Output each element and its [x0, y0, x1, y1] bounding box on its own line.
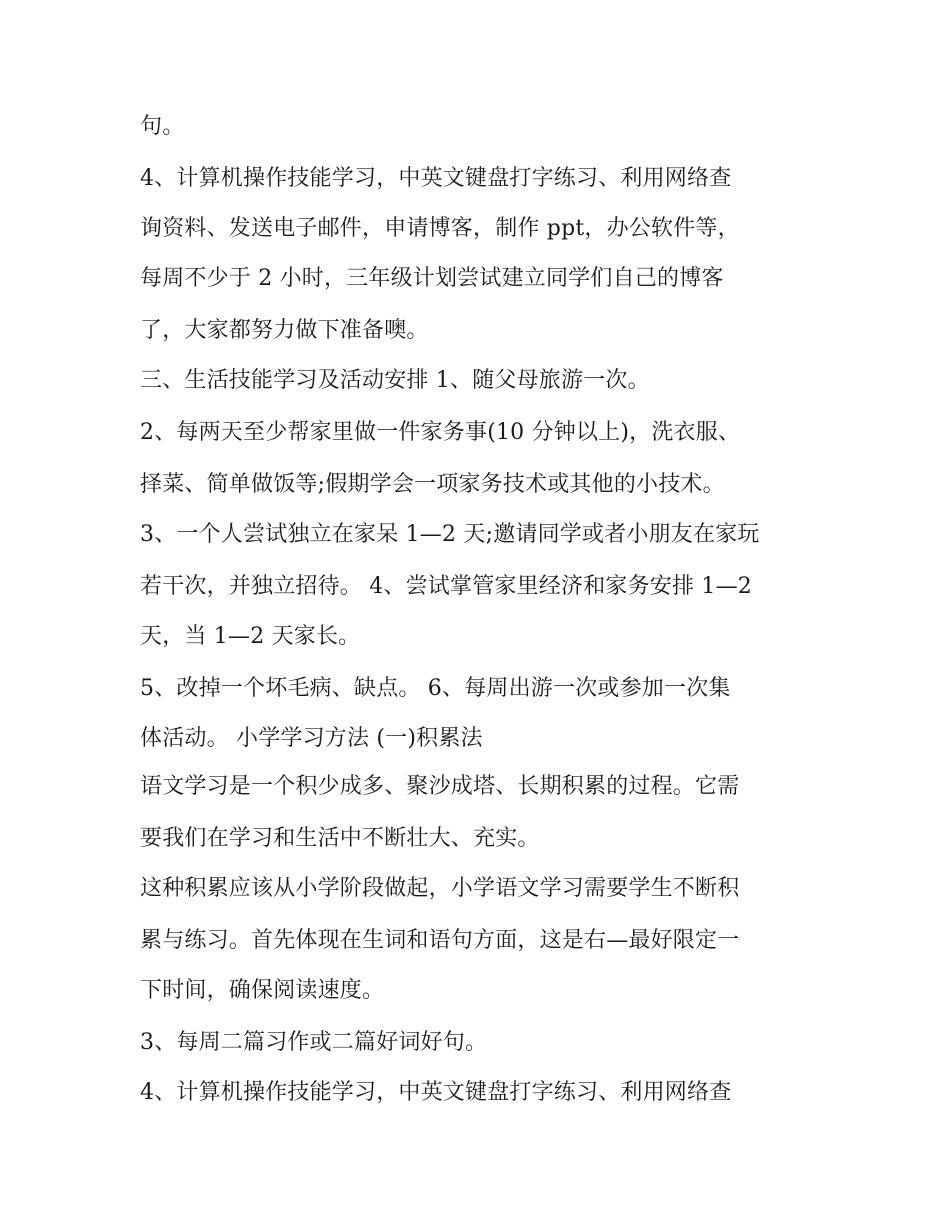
- text-line: 择菜、简单做饭等;假期学会一项家务技术或其他的小技术。: [140, 472, 725, 497]
- text-line: 2、每两天至少帮家里做一件家务事(10 分钟以上)，洗衣服、: [140, 420, 741, 445]
- text-line: 询资料、发送电子邮件，申请博客，制作 ppt，办公软件等，: [140, 216, 740, 241]
- text-line: 这种积累应该从小学阶段做起，小学语文学习需要学生不断积: [140, 876, 740, 901]
- text-line: 3、每周二篇习作或二篇好词好句。: [140, 1030, 488, 1055]
- text-line: 累与练习。首先体现在生词和语句方面，这是右—最好限定一: [140, 928, 740, 953]
- text-line: 了，大家都努力做下准备噢。: [140, 318, 429, 343]
- text-line: 天，当 1—2 天家长。: [140, 624, 361, 649]
- text-line: 要我们在学习和生活中不断壮大、充实。: [140, 826, 540, 851]
- text-line: 语文学习是一个积少成多、聚沙成塔、长期积累的过程。它需: [140, 774, 740, 799]
- section-heading: 三、生活技能学习及活动安排 1、随父母旅游一次。: [140, 368, 650, 393]
- text-line: 4、计算机操作技能学习，中英文键盘打字练习、利用网络查: [140, 166, 732, 191]
- text-line: 若干次，并独立招待。 4、尝试掌管家里经济和家务安排 1—2: [140, 574, 752, 599]
- text-line: 每周不少于 2 小时，三年级计划尝试建立同学们自己的博客: [140, 266, 724, 291]
- text-line: 句。: [140, 114, 185, 139]
- text-line: 5、改掉一个坏毛病、缺点。 6、每周出游一次或参加一次集: [140, 676, 731, 701]
- text-line: 3、一个人尝试独立在家呆 1—2 天;邀请同学或者小朋友在家玩: [140, 522, 760, 547]
- text-line: 4、计算机操作技能学习，中英文键盘打字练习、利用网络查: [140, 1080, 732, 1105]
- text-line: 下时间，确保阅读速度。: [140, 978, 385, 1003]
- text-line: 体活动。 小学学习方法 (一)积累法: [140, 726, 483, 751]
